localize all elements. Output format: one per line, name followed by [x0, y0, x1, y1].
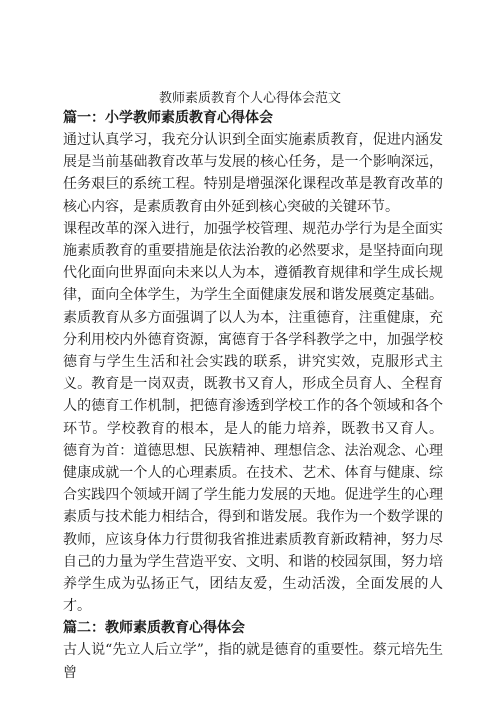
section-1-heading: 篇一：小学教师素质教育心得体会	[63, 110, 273, 126]
section-2-paragraph-1: 古人说“先立人后立学”，指的就是德育的重要性。蔡元培先生曾	[63, 642, 443, 681]
section-2-heading: 篇二：教师素质教育心得体会	[63, 620, 245, 637]
section-1-paragraph-2: 课程改革的深入进行，加强学校管理、规范办学行为是全面实施素质教育的重要措施是依法治教的必然要求，是坚持面向现代化面向世界面向未来以人为本，遵循教育规律和学生成长规律，面向全体学生，为学生全面健康发展和谐发展奠定基础。素质教育从多方面强调了以人为本，注重德育，注重健康，充分利用校内外德育资源，寓德育于各学科教学之中，加强学校德育与学生生活和社会实践的联系，讲究实效，克服形式主义。教育是一岗双责，既教书又育人，形成全员育人、全程育人的德育工作机制，把德育渗透到学校工作的各个领域和各个环节。学校教育的根本，是人的能力培养，既教书又育人。 德育为首：道德思想、民族精神、理想信念、法治观念、心理健康成就一个人的心理素质。在技术、艺术、体育与健康、综合实践四个领域开阔了学生能力发展的天地。促进学生的心理素质与技术能力相结合，得到和谐发展。我作为一个数学课的教师，应该身体力行贯彻我省推进素质教育新政精神，努力尽自己的力量为学生营造平安、文明、和谐的校园氛围，努力培养学生成为弘扬正气，团结友爱，生动活泼，全面发展的人才。	[63, 220, 443, 615]
document-title: 教师素质教育个人心得体会范文	[158, 91, 341, 106]
section-1-paragraph-1: 通过认真学习，我充分认识到全面实施素质教育，促进内涵发展是当前基础教育改革与发展的核心任务，是一个影响深远，任务艰巨的系统工程。特别是增强深化课程改革是教育改革的核心内容，是素质教育由外延到核心突破的关键环节。	[63, 132, 443, 215]
document-body	[63, 107, 443, 684]
